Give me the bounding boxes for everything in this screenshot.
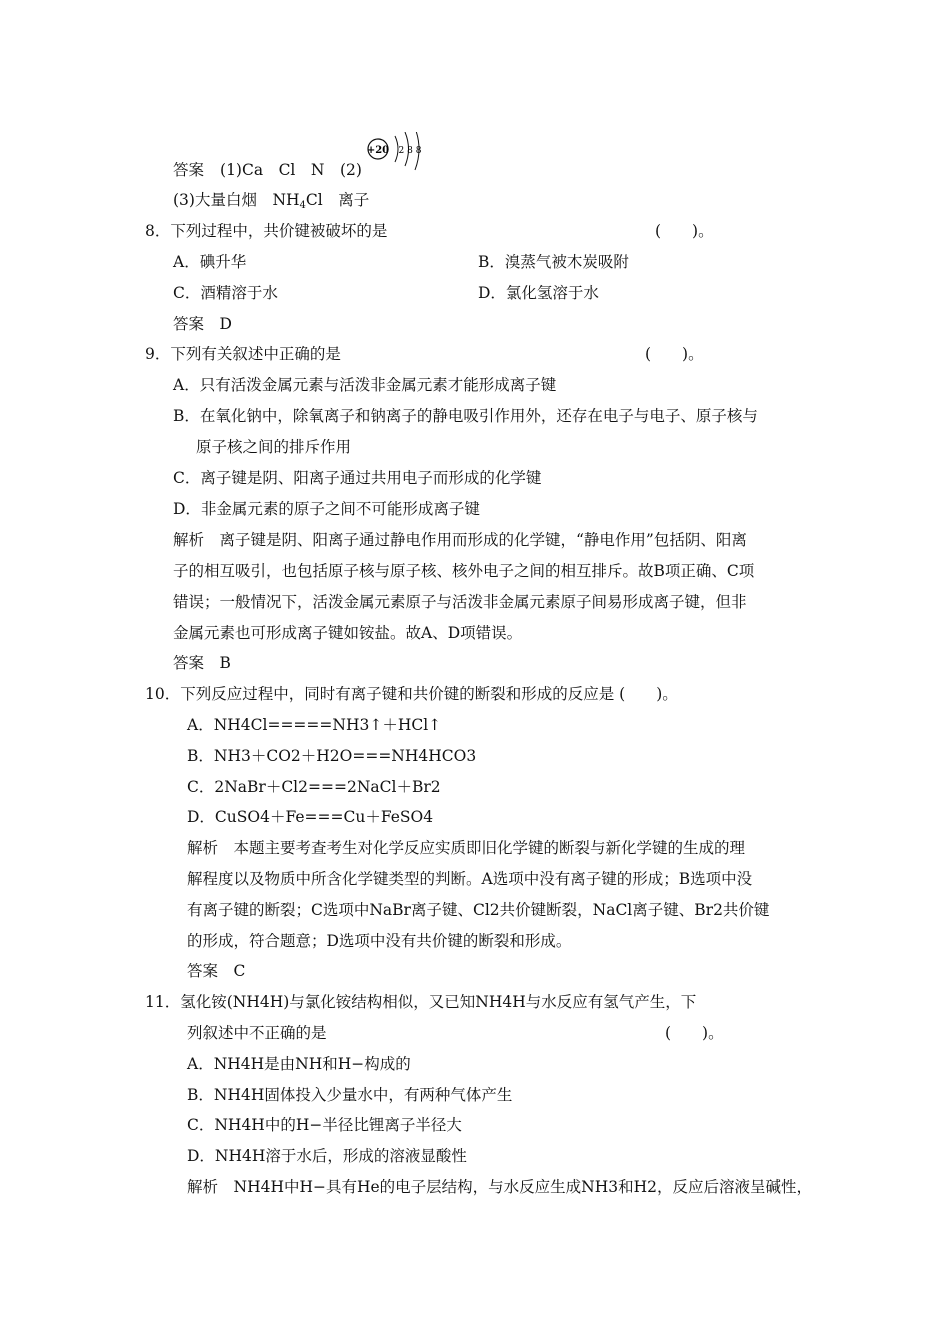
q9-answer: 答案 B (173, 654, 231, 672)
q11-option-c: C．NH4H中的H−半径比锂离子半径大 (187, 1116, 462, 1134)
q9-option-d: D．非金属元素的原子之间不可能形成离子键 (173, 500, 480, 518)
q8-option-c: C．酒精溶于水 (173, 284, 278, 302)
q9-option-a: A．只有活泼金属元素与活泼非金属元素才能形成离子键 (173, 376, 557, 394)
q9-analysis-line3: 错误；一般情况下，活泼金属元素原子与活泼非金属元素原子间易形成离子键，但非 (173, 593, 747, 611)
q8-option-a: A．碘升华 (173, 253, 247, 271)
q10-bracket: ( )。 (619, 685, 678, 703)
q9-option-b-line1: B．在氧化钠中，除氧离子和钠离子的静电吸引作用外，还存在电子与电子、原子核与 (173, 407, 758, 425)
q7-answer-part3: (3)大量白烟 $NH_4Cl$ 离子 (173, 191, 370, 211)
calcium-atom-structure-diagram (365, 132, 435, 172)
q7-answer-label: 答案 (173, 161, 205, 179)
q10-analysis-line4: 的形成，符合题意；D选项中没有共价键的断裂和形成。 (187, 932, 572, 950)
q11-stem-line1: 11．氢化铵(NH4H)与氯化铵结构相似，又已知NH4H与水反应有氢气产生，下 (145, 993, 697, 1011)
shell-arc-1 (395, 136, 398, 162)
q11-stem-line2: 列叙述中不正确的是 (187, 1024, 327, 1042)
nucleus-charge: +20 (366, 145, 390, 156)
q8-bracket: ( )。 (655, 222, 714, 240)
q10-option-c: C．2NaBr＋Cl2===2NaCl＋Br2 (187, 778, 441, 796)
q8-stem: 8．下列过程中，共价键被破坏的是 (145, 222, 388, 240)
q9-option-c: C．离子键是阴、阳离子通过共用电子而形成的化学键 (173, 469, 542, 487)
q9-stem: 9．下列有关叙述中正确的是 (145, 345, 341, 363)
q8-option-d: D．氯化氢溶于水 (478, 284, 599, 302)
shell-electrons: 2 8 8 (398, 146, 422, 156)
q9-option-b-line2: 原子核之间的排斥作用 (196, 438, 352, 456)
q8-option-b: B．溴蒸气被木炭吸附 (478, 253, 629, 271)
q11-option-d: D．NH4H溶于水后，形成的溶液显酸性 (187, 1147, 467, 1165)
q8-answer: 答案 D (173, 315, 232, 333)
q10-analysis-line2: 解程度以及物质中所含化学键类型的判断。A选项中没有离子键的形成；B选项中没 (187, 870, 753, 888)
q9-bracket: ( )。 (645, 345, 704, 363)
q10-stem: 10．下列反应过程中，同时有离子键和共价键的断裂和形成的反应是 ( )。 (145, 685, 678, 703)
q9-analysis-line4: 金属元素也可形成离子键如铵盐。故A、D项错误。 (173, 624, 523, 642)
q7-answer-part1: (1)Ca Cl N (2) (220, 161, 362, 179)
q10-option-d: D．CuSO4＋Fe===Cu＋FeSO4 (187, 808, 434, 826)
q10-option-b: B．NH3＋CO2＋H2O===NH4HCO3 (187, 747, 477, 765)
q10-answer: 答案 C (187, 962, 246, 980)
q10-analysis-line1: 解析 本题主要考查考生对化学反应实质即旧化学键的断裂与新化学键的生成的理 (187, 839, 746, 857)
q11-bracket: ( )。 (665, 1024, 724, 1042)
q7-answer-line (173, 160, 362, 180)
q9-analysis-line2: 子的相互吸引，也包括原子核与原子核、核外电子之间的相互排斥。故B项正确、C项 (173, 562, 755, 580)
q11-option-b: B．NH4H固体投入少量水中，有两种气体产生 (187, 1086, 513, 1104)
q9-analysis-line1: 解析 离子键是阴、阳离子通过静电作用而形成的化学键，“静电作用”包括阴、阳离 (173, 531, 747, 549)
q10-option-a: A．NH4Cl=====NH3↑＋HCl↑ (187, 716, 442, 734)
q11-option-a: A．NH4H是由NH和H−构成的 (187, 1055, 411, 1073)
q10-analysis-line3: 有离子键的断裂；C选项中NaBr离子键、Cl2共价键断裂，NaCl离子键、Br2共价键 (187, 901, 770, 919)
q11-analysis-line1: 解析 NH4H中H−具有He的电子层结构，与水反应生成NH3和H2，反应后溶液呈碱性， (187, 1178, 812, 1196)
